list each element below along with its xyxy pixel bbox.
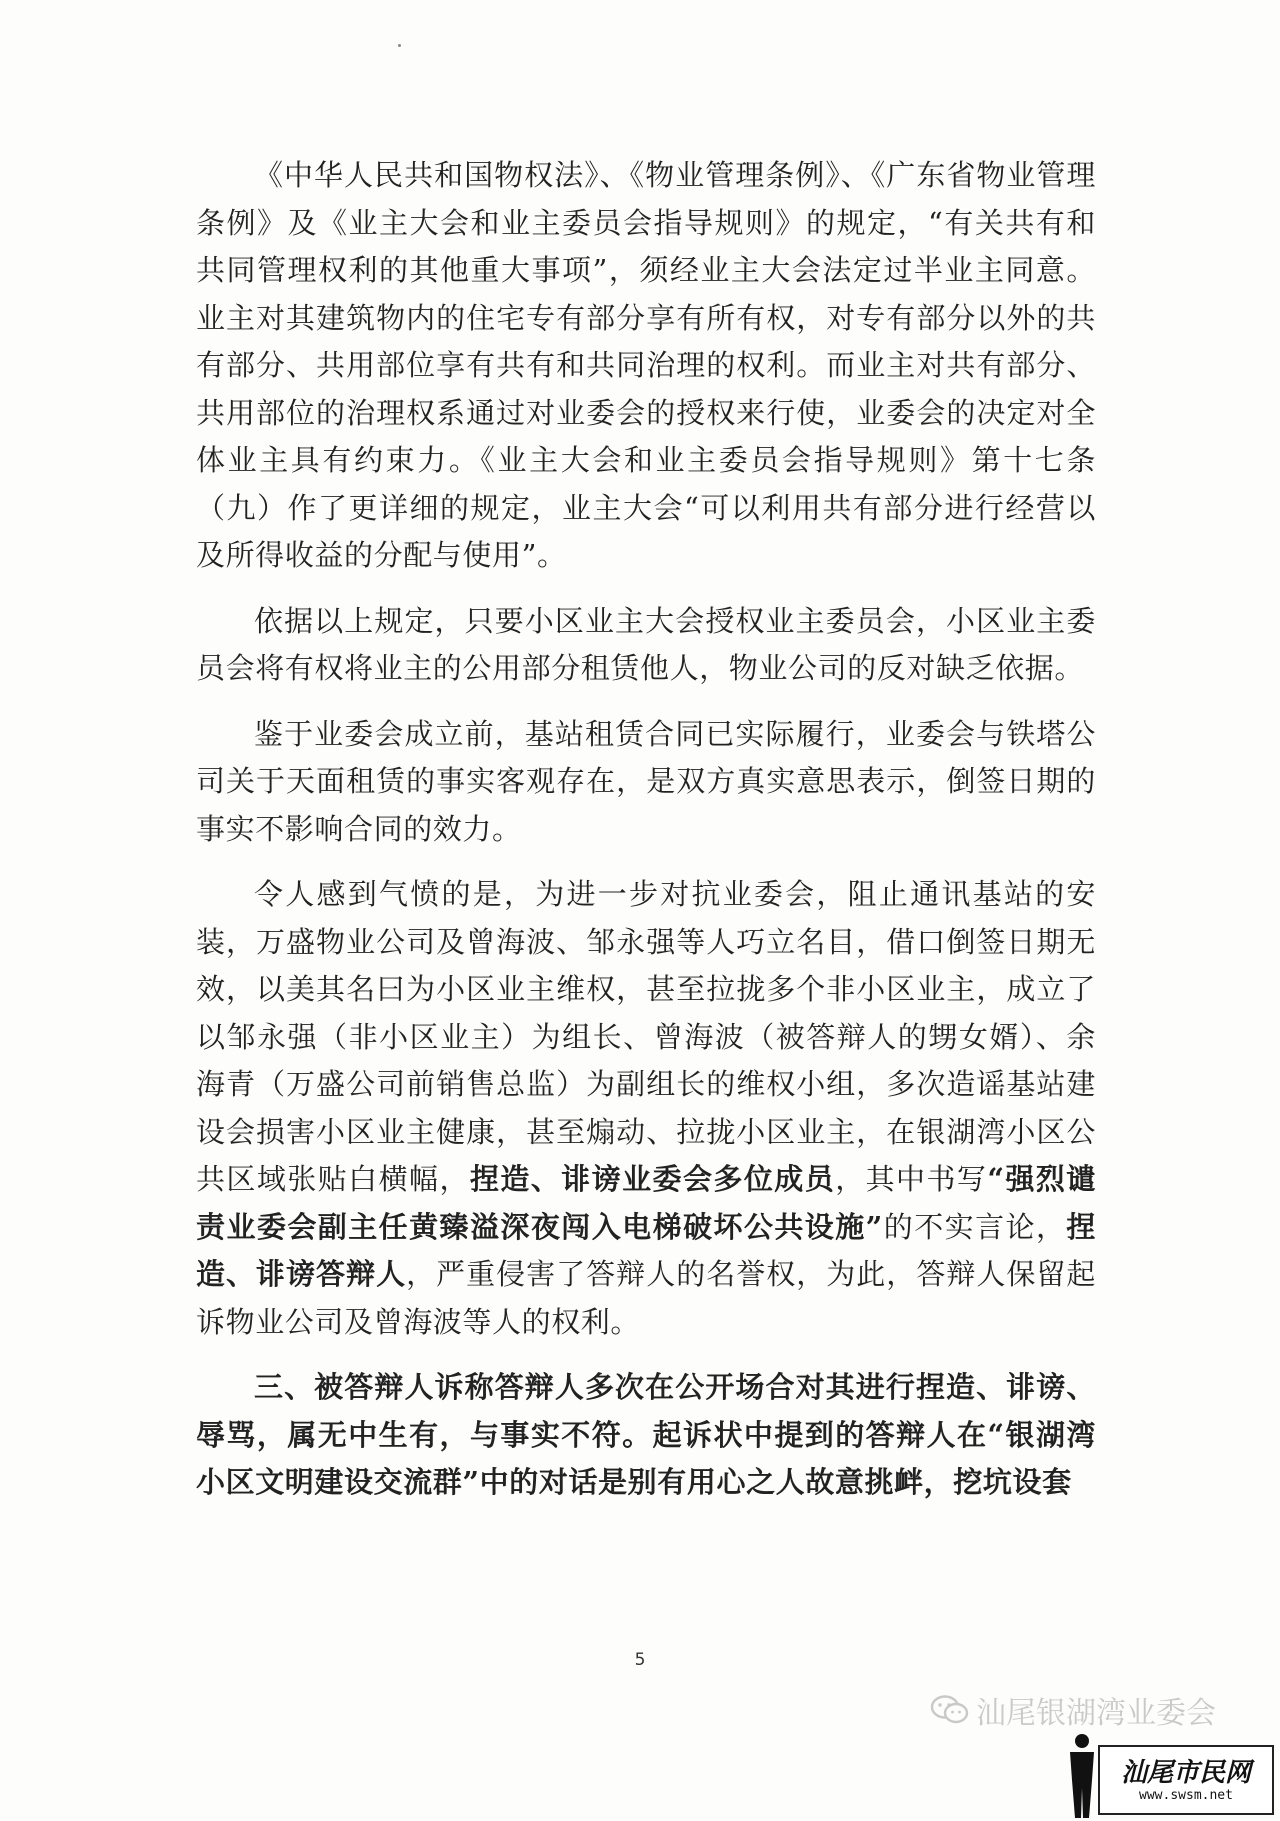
bold-text-segment: 捏造、诽谤业委会多位成员 [469, 1162, 836, 1196]
site-url: www.swsm.net [1139, 1787, 1233, 1803]
text-segment: 鉴于业委会成立前，基站租赁合同已实际履行，业委会与铁塔公司关于天面租赁的事实客观存在，是双方真实意思表示，倒签日期的事实不影响合同的效力。 [196, 716, 1096, 846]
bold-text-segment: “强烈谴责业委会副主任黄臻溢深夜闯入电梯破坏公共设施” [196, 1162, 1096, 1244]
site-logo [1098, 1745, 1274, 1815]
person-silhouette-icon [1062, 1732, 1102, 1818]
wechat-icon [930, 1693, 970, 1727]
text-segment: ，其中书写 [835, 1162, 988, 1196]
page-number: 5 [634, 1650, 646, 1670]
scan-speck [398, 44, 401, 47]
bold-text-segment: 三、被答辩人诉称答辩人多次在公开场合对其进行捏造、诽谤、辱骂，属无中生有，与事实不符。起诉状中提到的答辩人在“银湖湾小区文明建设交流群”中的对话是别有用心之人故意挑衅，挖坑设套 [196, 1370, 1096, 1499]
paragraph [196, 711, 1096, 854]
paragraph [196, 152, 1096, 580]
wechat-account-watermark [930, 1688, 1216, 1732]
text-segment: 令人感到气愤的是，为进一步对抗业委会，阻止通讯基站的安装，万盛物业公司及曾海波、邹永强等人巧立名目，借口倒签日期无效，以美其名曰为小区业主维权，甚至拉拢多个非小区业主，成立了以邹永强（非小区业主）为组长、曾海波（被答辩人的甥女婿）、余海青（万盛公司前销售总监）为副组长的维权小组，多次造谣基站建设会损害小区业主健康，甚至煽动、拉拢小区业主，在银湖湾小区公共区域张贴白横幅， [196, 877, 1096, 1196]
text-segment: 《中华人民共和国物权法》、《物业管理条例》、《广东省物业管理条例》及《业主大会和业主委员会指导规则》的规定，“有关共有和共同管理权利的其他重大事项”，须经业主大会法定过半业主同意。业主对其建筑物内的住宅专有部分享有所有权，对专有部分以外的共有部分、共用部位享有共有和共同治理的权利。而业主对共有部分、共用部位的治理权系通过对业委会的授权来行使，业委会的决定对全体业主具有约束力。《业主大会和业主委员会指导规则》第十七条（九）作了更详细的规定，业主大会“可以利用共有部分进行经营以及所得收益的分配与使用”。 [196, 158, 1096, 572]
text-segment: 的不实言论， [882, 1209, 1067, 1244]
account-name: 汕尾银湖湾业委会 [976, 1696, 1216, 1731]
site-name: 汕尾市民网 [1120, 1757, 1251, 1788]
text-segment: 依据以上规定，只要小区业主大会授权业主委员会，小区业主委员会将有权将业主的公用部分租赁他人，物业公司的反对缺乏依据。 [196, 603, 1096, 685]
text-segment: ，严重侵害了答辩人的名誉权，为此，答辩人保留起诉物业公司及曾海波等人的权利。 [196, 1257, 1096, 1339]
document-body [196, 152, 1096, 1525]
paragraph [196, 598, 1096, 693]
bold-text-segment: 捏造、诽谤答辩人 [196, 1209, 1096, 1291]
paragraph [196, 1364, 1096, 1507]
paragraph [196, 871, 1096, 1346]
